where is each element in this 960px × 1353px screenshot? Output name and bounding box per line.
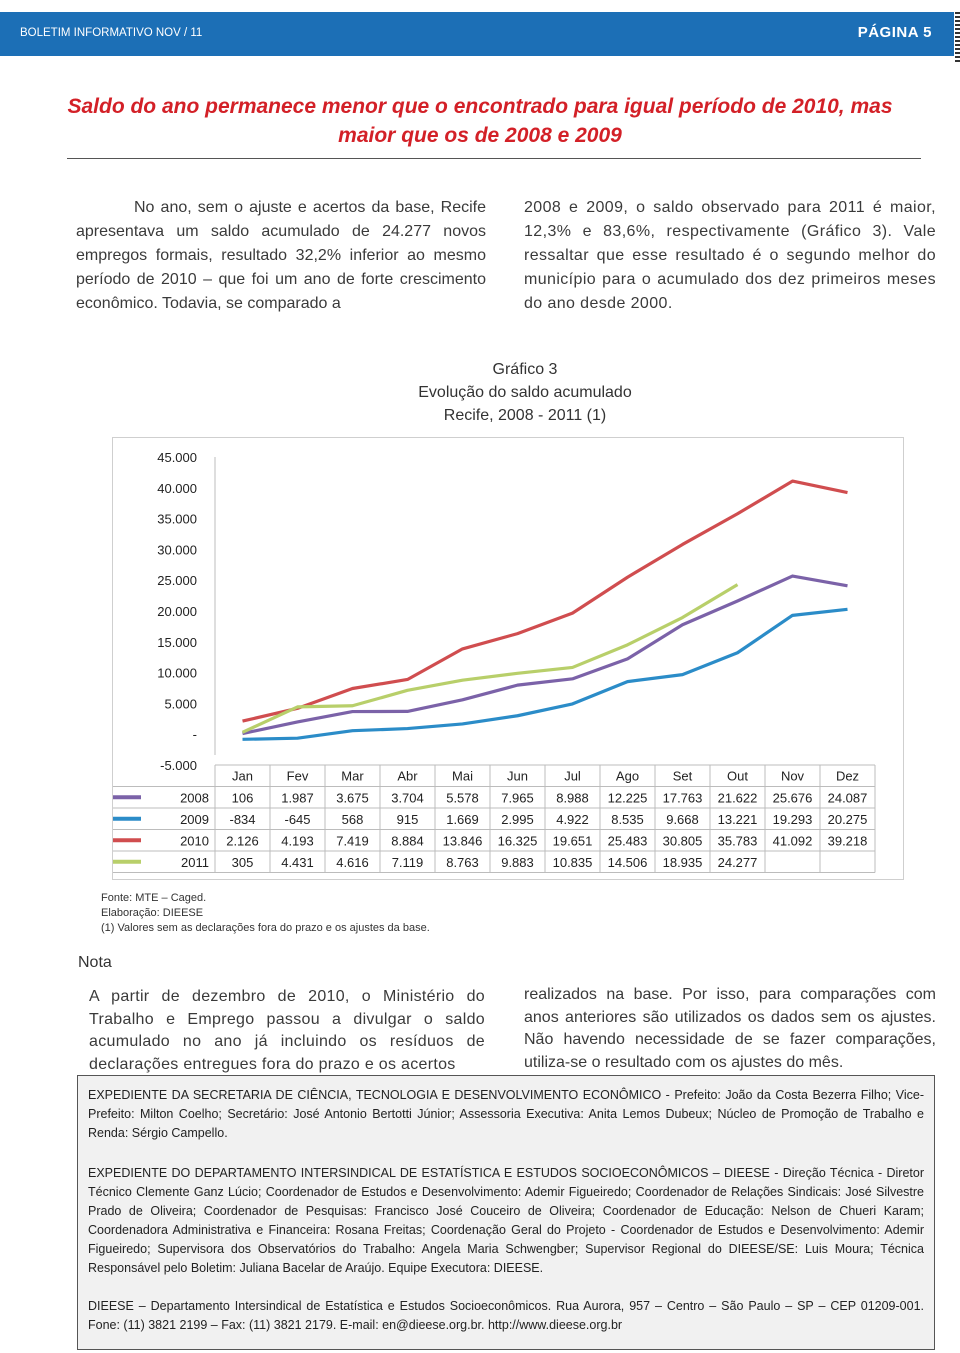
table-value-2010: 19.651 — [552, 833, 593, 849]
x-category-label: Ago — [615, 768, 640, 784]
y-tick-label: 10.000 — [157, 665, 197, 681]
y-tick-label: 35.000 — [157, 511, 197, 527]
values-note: (1) Valores sem as declarações fora do prazo e os ajustes da base. — [101, 922, 430, 934]
table-value-2009: 13.221 — [717, 811, 758, 827]
y-tick-label: 5.000 — [164, 696, 197, 712]
x-category-label: Dez — [835, 768, 860, 784]
table-value-2011: 9.883 — [501, 854, 534, 870]
body-paragraph-right: 2008 e 2009, o saldo observado para 2011 é maior, 12,3% e 83,6%, respectivamente (Gráfico 3). Vale ressaltar que esse resultado é o segundo melhor do município para o acumulado dos dez primeiros meses do ano desde 2000. — [524, 199, 936, 312]
legend-label-2008: 2008 — [180, 790, 209, 806]
x-category-label: Fev — [286, 768, 309, 784]
chart-footnotes — [101, 891, 430, 936]
table-value-2008: 21.622 — [717, 790, 758, 806]
table-value-2011: 24.277 — [717, 854, 758, 870]
title-line-1: Saldo do ano permanece menor que o encontrado para igual período de 2010, mas — [67, 95, 893, 118]
page-title — [60, 92, 900, 150]
table-value-2008: 7.965 — [501, 790, 534, 806]
y-tick-label: 15.000 — [157, 634, 197, 650]
table-value-2008: 5.578 — [446, 790, 479, 806]
table-value-2010: 2.126 — [226, 833, 259, 849]
table-value-2008: 17.763 — [662, 790, 703, 806]
body-column-right — [524, 196, 936, 316]
source-note: Fonte: MTE – Caged. — [101, 892, 207, 904]
chart-heading-number: Gráfico 3 — [492, 361, 558, 378]
title-divider — [67, 158, 921, 159]
header-bar — [0, 12, 954, 56]
table-value-2009: 8.535 — [611, 811, 644, 827]
x-category-label: Set — [672, 768, 693, 784]
y-tick-label: 25.000 — [157, 573, 197, 589]
table-value-2011: 305 — [231, 854, 254, 870]
series-line-2010 — [243, 481, 848, 721]
y-tick-label: 40.000 — [157, 480, 197, 496]
x-category-label: Jan — [232, 768, 253, 784]
table-value-2008: 8.988 — [556, 790, 589, 806]
table-value-2009: -645 — [284, 811, 311, 827]
table-value-2011: 14.506 — [607, 854, 648, 870]
x-category-label: Mar — [341, 768, 364, 784]
chart-heading — [300, 358, 750, 427]
legend-label-2011: 2011 — [181, 854, 209, 870]
table-value-2008: 24.087 — [827, 790, 868, 806]
edge-marker — [955, 12, 960, 62]
table-value-2010: 4.193 — [281, 833, 314, 849]
x-category-label: Jul — [564, 768, 581, 784]
table-value-2011: 4.616 — [336, 854, 369, 870]
table-value-2009: 9.668 — [666, 811, 699, 827]
x-category-label: Nov — [780, 768, 805, 784]
legend-label-2010: 2010 — [180, 833, 209, 849]
table-value-2011: 7.119 — [391, 854, 424, 870]
chart-heading-subtitle: Recife, 2008 - 2011 (1) — [443, 407, 607, 424]
note-column-right — [524, 984, 936, 1074]
series-line-2011 — [243, 585, 738, 733]
table-value-2009: 915 — [396, 811, 419, 827]
table-value-2010: 7.419 — [336, 833, 369, 849]
table-value-2010: 16.325 — [497, 833, 538, 849]
table-value-2008: 3.675 — [336, 790, 369, 806]
x-category-label: Out — [727, 768, 748, 784]
table-value-2011: 4.431 — [281, 854, 314, 870]
elaboration-note: Elaboração: DIEESE — [101, 907, 204, 919]
y-tick-label: - — [192, 727, 197, 743]
x-category-label: Mai — [452, 768, 473, 784]
table-value-2008: 106 — [231, 790, 254, 806]
note-column-left — [89, 986, 485, 1076]
chart-container — [112, 437, 904, 880]
table-value-2009: 1.669 — [446, 811, 479, 827]
note-paragraph-left: A partir de dezembro de 2010, o Ministério do Trabalho e Emprego passou a divulgar o saldo acumulado no ano já incluindo os resíduos de declarações entregues fora do prazo e os acertos — [89, 988, 485, 1073]
table-value-2009: -834 — [229, 811, 256, 827]
table-value-2010: 8.884 — [391, 833, 424, 849]
x-category-label: Abr — [397, 768, 418, 784]
table-value-2011: 8.763 — [446, 854, 479, 870]
table-value-2010: 39.218 — [827, 833, 868, 849]
series-line-2009 — [243, 609, 848, 739]
table-value-2010: 41.092 — [772, 833, 813, 849]
table-value-2008: 3.704 — [391, 790, 424, 806]
table-value-2010: 30.805 — [662, 833, 703, 849]
y-tick-label: 45.000 — [157, 450, 197, 465]
table-value-2009: 20.275 — [827, 811, 868, 827]
expediente-secretaria: EXPEDIENTE DA SECRETARIA DE CIÊNCIA, TECNOLOGIA E DESENVOLVIMENTO ECONÔMICO - Prefeito: João da Costa Bezerra Filho; Vice-Prefeito: Milton Coelho; Secretário: José Antonio Bertotti Júnior; Assessoria Executiva: Anita Lemos Dubeux; Núcleo de Promoção de Trabalho e Renda: Sérgio Campello. — [88, 1088, 924, 1140]
x-category-label: Jun — [507, 768, 528, 784]
table-value-2010: 13.846 — [442, 833, 483, 849]
publication-title: BOLETIM INFORMATIVO NOV / 11 — [20, 27, 203, 39]
table-value-2008: 12.225 — [607, 790, 648, 806]
page-number: PÁGINA 5 — [857, 24, 932, 41]
expediente-address: DIEESE – Departamento Intersindical de Estatística e Estudos Socioeconômicos. Rua Aurora, 957 – Centro – São Paulo – SP – CEP 01209-001. Fone: (11) 3821 2199 – Fax: (11) 3821 2179. E-mail: en@dieese.org.br. http://www.dieese.org.br — [88, 1299, 924, 1332]
note-label: Nota — [78, 954, 112, 971]
title-line-2: maior que os de 2008 e 2009 — [338, 124, 622, 147]
table-value-2011: 10.835 — [552, 854, 593, 870]
chart-heading-title: Evolução do saldo acumulado — [418, 384, 632, 401]
y-tick-label: -5.000 — [160, 758, 197, 773]
table-value-2009: 19.293 — [772, 811, 813, 827]
body-column-left — [76, 196, 486, 316]
y-tick-label: 30.000 — [157, 542, 197, 558]
table-value-2011: 18.935 — [662, 854, 703, 870]
table-value-2008: 25.676 — [772, 790, 813, 806]
table-value-2009: 568 — [341, 811, 364, 827]
table-value-2009: 2.995 — [501, 811, 534, 827]
expediente-box — [77, 1075, 935, 1350]
note-paragraph-right: realizados na base. Por isso, para comparações com anos anteriores são utilizados os dados sem os ajustes. Não havendo necessidade de se fazer comparações, utiliza-se o resultado com os ajustes do mês. — [524, 986, 936, 1071]
y-tick-label: 20.000 — [157, 604, 197, 619]
table-value-2008: 1.987 — [281, 790, 314, 806]
body-paragraph-left: No ano, sem o ajuste e acertos da base, Recife apresentava um saldo acumulado de 24.277 novos empregos formais, resultado 32,2% inferior ao mesmo período de 2010 – que foi um ano de forte crescimento econômico. Todavia, se comparado a — [76, 199, 486, 312]
expediente-dieese: EXPEDIENTE DO DEPARTAMENTO INTERSINDICAL DE ESTATÍSTICA E ESTUDOS SOCIOECONÔMICOS – DIEESE - Direção Técnica - Diretor Técnico Clemente Ganz Lúcio; Coordenador de Estudos e Desenvolvimento: Ademir Figueiredo; Coordenador de Relações Sindicais: José Silvestre Prado de Oliveira; Coordenador de Pesquisas: Francisco José Couceiro de Oliveira; Coordenador de Educação: Nelson de Chueri Karam; Coordenadora Administrativa e Financeira: Rosana Freitas; Coordenação Geral do Projeto - Coordenador de Estudos e Desenvolvimento: Ademir Figueiredo; Supervisora dos Observatórios do Trabalho: Angela Maria Schwengber; Supervisor Regional do DIEESE/SE: Luis Moura; Técnica Responsável pelo Boletim: Juliana Bacelar de Araújo. Equipe Executora: DIEESE. — [88, 1166, 924, 1275]
table-value-2010: 25.483 — [607, 833, 648, 849]
legend-label-2009: 2009 — [180, 811, 209, 827]
table-value-2010: 35.783 — [717, 833, 758, 849]
line-chart — [113, 438, 903, 879]
table-value-2009: 4.922 — [556, 811, 589, 827]
